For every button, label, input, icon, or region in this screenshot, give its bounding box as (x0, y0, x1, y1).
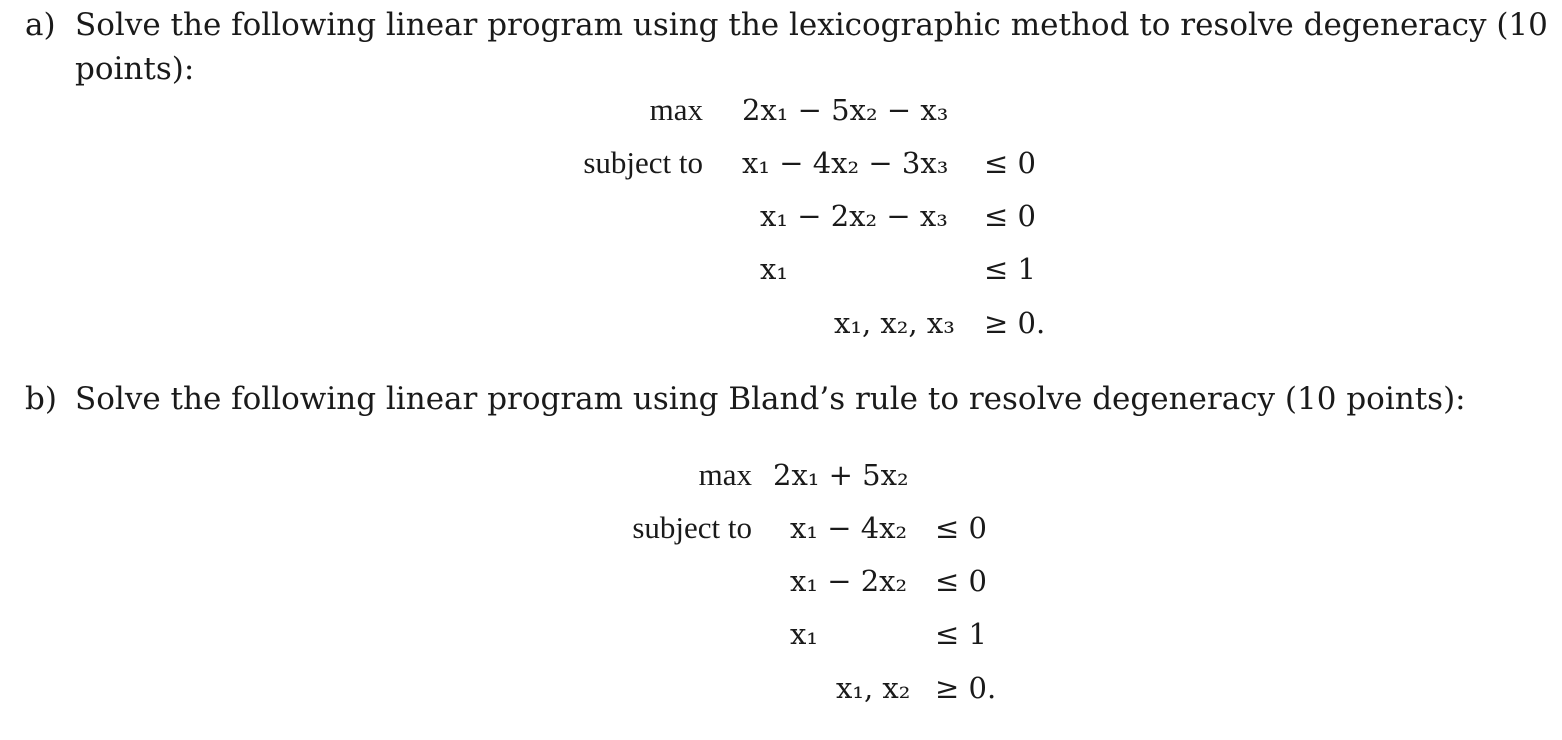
lp-a-nonneg-lhs: x₁, x₂, x₃ (834, 306, 955, 340)
lp-a-constraint-2-rel: ≤ 0 (984, 199, 1036, 233)
lp-a-max-label: max (649, 92, 703, 127)
lp-a-objective: 2x₁ − 5x₂ − x₃ (742, 93, 949, 127)
lp-b-constraint-3-lhs: x₁ (790, 617, 818, 651)
lp-a-nonneg-rel: ≥ 0. (984, 306, 1046, 340)
lp-a-subject-to-label: subject to (583, 145, 703, 180)
lp-b-constraint-1-lhs: x₁ − 4x₂ (790, 511, 908, 545)
problem-b-label: b) (25, 381, 57, 417)
problem-a-label: a) (25, 7, 56, 43)
lp-b-nonneg-lhs: x₁, x₂ (836, 671, 911, 705)
lp-b-constraint-3-rel: ≤ 1 (935, 617, 987, 651)
problem-b-text-line1: Solve the following linear program using Bland’s rule to resolve degeneracy (10 points): (75, 381, 1466, 417)
lp-b-nonneg-rel: ≥ 0. (935, 671, 997, 705)
problem-a-text-line1: Solve the following linear program using the lexicographic method to resolve degeneracy (10 (75, 7, 1548, 43)
lp-a-constraint-3-rel: ≤ 1 (984, 252, 1036, 286)
lp-a-constraint-2-lhs: x₁ − 2x₂ − x₃ (760, 199, 948, 233)
lp-b-constraint-2-rel: ≤ 0 (935, 564, 987, 598)
lp-b-objective: 2x₁ + 5x₂ (773, 458, 909, 492)
lp-b-subject-to-label: subject to (632, 510, 752, 545)
lp-b-constraint-2-lhs: x₁ − 2x₂ (790, 564, 908, 598)
lp-a-constraint-3-lhs: x₁ (760, 252, 788, 286)
lp-a-constraint-1-lhs: x₁ − 4x₂ − 3x₃ (742, 146, 949, 180)
lp-b-constraint-1-rel: ≤ 0 (935, 511, 987, 545)
lp-a-constraint-1-rel: ≤ 0 (984, 146, 1036, 180)
lp-b-max-label: max (698, 457, 752, 492)
problem-a-text-line2: points): (75, 51, 195, 87)
